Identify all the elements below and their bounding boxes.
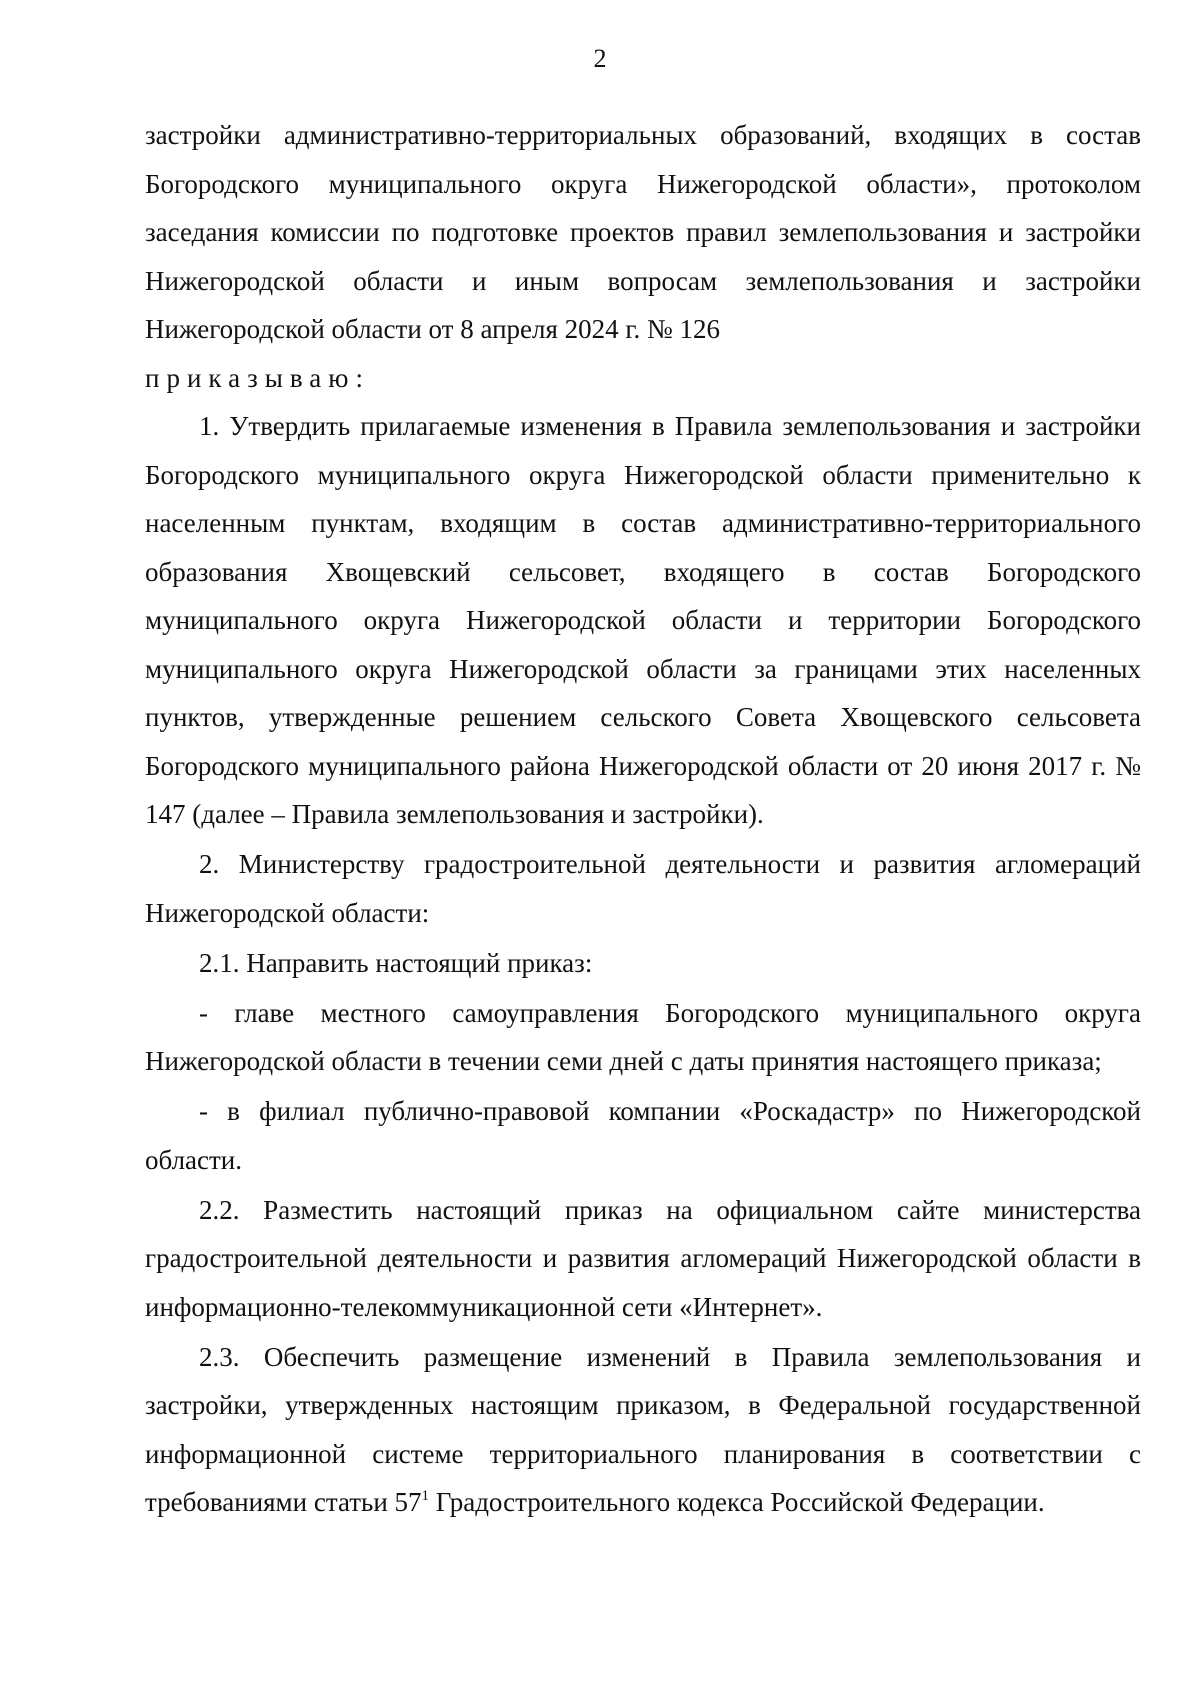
item-2-1-a-paragraph: - главе местного самоуправления Богородского муниципального округа Нижегородской области в течении семи дней с даты принятия настоящего приказа; <box>145 997 1141 1076</box>
item-2-2-paragraph: 2.2. Разместить настоящий приказ на официальном сайте министерства градостроительной деятельности и развития агломераций Нижегородской области в информационно-телекоммуникационной сети «Интернет». <box>145 1194 1141 1322</box>
document-body <box>145 111 1141 1527</box>
item-2-3-text: 2.3. Обеспечить размещение изменений в Правила землепользования и застройки, утвержденных настоящим приказом, в Федеральной государственной информационной системе территориального планирования в соответствии с требованиями статьи 57 <box>145 1341 1141 1517</box>
item-2-1-paragraph: 2.1. Направить настоящий приказ: <box>199 947 593 978</box>
item-2-1-b-paragraph: - в филиал публично-правовой компании «Роскадастр» по Нижегородской области. <box>145 1096 1141 1175</box>
article-superscript: 1 <box>421 1488 430 1504</box>
order-word: приказываю: <box>145 362 370 393</box>
item-2-paragraph: 2. Министерству градостроительной деятельности и развития агломераций Нижегородской области: <box>145 849 1141 928</box>
item-1-paragraph: 1. Утвердить прилагаемые изменения в Правила землепользования и застройки Богородского муниципального округа Нижегородской области применительно к населенным пунктам, входящим в состав административно-территориального образования Хвощевский сельсовет, входящего в состав Богородского муниципального округа Нижегородской области и территории Богородского муниципального округа Нижегородской области за границами этих населенных пунктов, утвержденные решением сельского Совета Хвощевского сельсовета Богородского муниципального района Нижегородской области от 20 июня 2017 г. № 147 (далее – Правила землепользования и застройки). <box>145 411 1141 829</box>
intro-paragraph: застройки административно-территориальных образований, входящих в состав Богородского муниципального округа Нижегородской области», протоколом заседания комиссии по подготовке проектов правил землепользования и застройки Нижегородской области и иным вопросам землепользования и застройки Нижегородской области от 8 апреля 2024 г. № 126 <box>145 120 1141 344</box>
page-number: 2 <box>593 44 607 73</box>
item-2-3-paragraph <box>145 1333 1141 1527</box>
item-2-3-text-end: Градостроительного кодекса Российской Федерации. <box>429 1487 1045 1517</box>
